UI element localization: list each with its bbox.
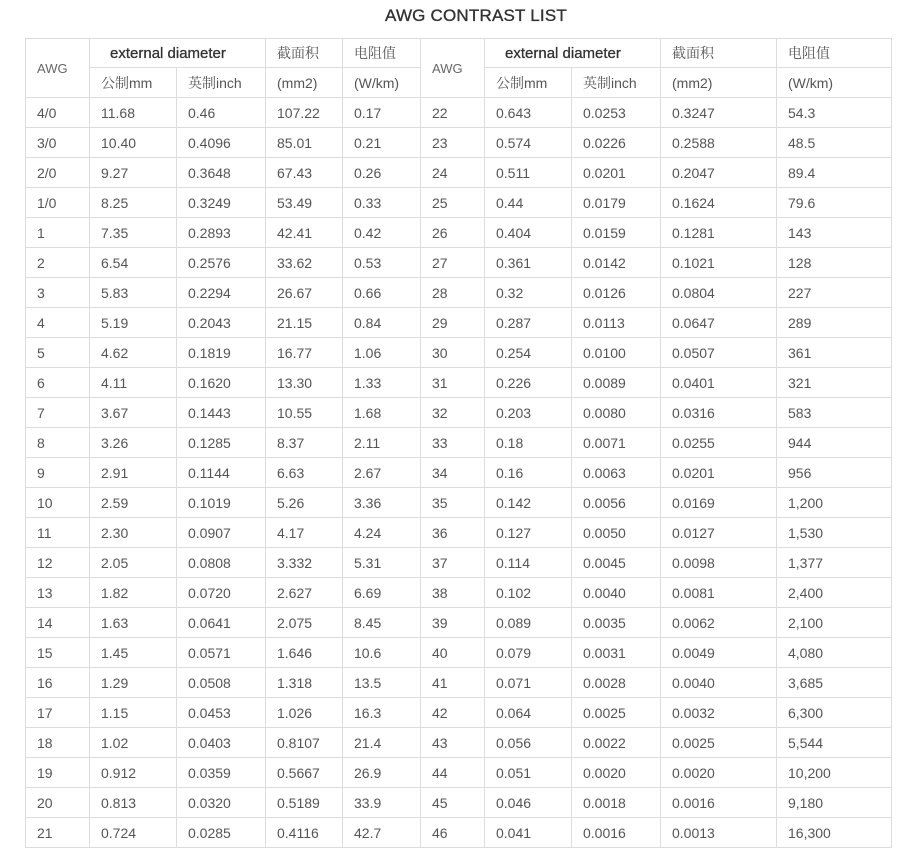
table-row — [26, 488, 892, 518]
right-diameter-inch-cell: 0.0080 — [572, 398, 661, 428]
right-diameter-mm-cell: 0.127 — [485, 518, 572, 548]
external-diameter-header-left: external diameter — [90, 39, 266, 68]
right-diameter-mm-cell: 0.064 — [485, 698, 572, 728]
left-area-mm2-cell: 5.26 — [266, 488, 343, 518]
right-diameter-inch-cell: 0.0016 — [572, 818, 661, 848]
right-awg-cell: 41 — [421, 668, 485, 698]
table-row — [26, 398, 892, 428]
right-area-mm2-cell: 0.1624 — [661, 188, 777, 218]
left-diameter-inch-cell: 0.0571 — [177, 638, 266, 668]
right-awg-cell: 33 — [421, 428, 485, 458]
right-diameter-mm-cell: 0.041 — [485, 818, 572, 848]
left-resistance-cell: 13.5 — [343, 668, 421, 698]
left-resistance-cell: 42.7 — [343, 818, 421, 848]
left-diameter-inch-cell: 0.0359 — [177, 758, 266, 788]
left-resistance-cell: 8.45 — [343, 608, 421, 638]
left-area-mm2-cell: 6.63 — [266, 458, 343, 488]
table-row — [26, 158, 892, 188]
right-resistance-cell: 16,300 — [777, 818, 892, 848]
left-resistance-cell: 21.4 — [343, 728, 421, 758]
left-awg-cell: 3/0 — [26, 128, 90, 158]
right-diameter-mm-cell: 0.046 — [485, 788, 572, 818]
left-resistance-cell: 0.66 — [343, 278, 421, 308]
left-area-mm2-cell: 4.17 — [266, 518, 343, 548]
right-resistance-cell: 54.3 — [777, 98, 892, 128]
right-area-mm2-cell: 0.0127 — [661, 518, 777, 548]
right-diameter-mm-cell: 0.18 — [485, 428, 572, 458]
left-awg-cell: 15 — [26, 638, 90, 668]
left-awg-cell: 4 — [26, 308, 90, 338]
right-area-mm2-cell: 0.0016 — [661, 788, 777, 818]
table-row — [26, 428, 892, 458]
right-area-mm2-cell: 0.0049 — [661, 638, 777, 668]
right-diameter-inch-cell: 0.0035 — [572, 608, 661, 638]
table-row — [26, 818, 892, 848]
left-resistance-cell: 5.31 — [343, 548, 421, 578]
right-awg-cell: 25 — [421, 188, 485, 218]
awg-header-left: AWG — [26, 39, 90, 98]
left-diameter-mm-cell: 6.54 — [90, 248, 177, 278]
left-resistance-cell: 4.24 — [343, 518, 421, 548]
right-diameter-inch-cell: 0.0050 — [572, 518, 661, 548]
left-diameter-inch-cell: 0.4096 — [177, 128, 266, 158]
left-resistance-cell: 1.06 — [343, 338, 421, 368]
right-awg-cell: 44 — [421, 758, 485, 788]
left-resistance-cell: 0.53 — [343, 248, 421, 278]
left-area-mm2-cell: 42.41 — [266, 218, 343, 248]
left-resistance-cell: 1.33 — [343, 368, 421, 398]
right-awg-cell: 45 — [421, 788, 485, 818]
left-area-mm2-cell: 85.01 — [266, 128, 343, 158]
table-row — [26, 548, 892, 578]
left-resistance-cell: 0.21 — [343, 128, 421, 158]
table-row — [26, 698, 892, 728]
table-row — [26, 338, 892, 368]
right-diameter-inch-cell: 0.0020 — [572, 758, 661, 788]
right-diameter-mm-cell: 0.226 — [485, 368, 572, 398]
right-diameter-mm-cell: 0.16 — [485, 458, 572, 488]
right-area-mm2-cell: 0.1281 — [661, 218, 777, 248]
left-area-mm2-cell: 0.5667 — [266, 758, 343, 788]
left-awg-cell: 19 — [26, 758, 90, 788]
right-diameter-mm-cell: 0.32 — [485, 278, 572, 308]
right-diameter-inch-cell: 0.0022 — [572, 728, 661, 758]
right-area-mm2-cell: 0.0804 — [661, 278, 777, 308]
table-row — [26, 368, 892, 398]
left-diameter-mm-cell: 3.67 — [90, 398, 177, 428]
right-diameter-mm-cell: 0.089 — [485, 608, 572, 638]
area-unit-header-left: (mm2) — [266, 68, 343, 98]
left-diameter-inch-cell: 0.2294 — [177, 278, 266, 308]
resistance-header-right: 电阻值 — [777, 39, 892, 68]
left-area-mm2-cell: 1.318 — [266, 668, 343, 698]
left-resistance-cell: 2.11 — [343, 428, 421, 458]
left-diameter-inch-cell: 0.0808 — [177, 548, 266, 578]
right-awg-cell: 37 — [421, 548, 485, 578]
right-diameter-inch-cell: 0.0025 — [572, 698, 661, 728]
left-awg-cell: 1 — [26, 218, 90, 248]
left-diameter-mm-cell: 1.29 — [90, 668, 177, 698]
left-resistance-cell: 10.6 — [343, 638, 421, 668]
right-resistance-cell: 128 — [777, 248, 892, 278]
left-diameter-mm-cell: 2.91 — [90, 458, 177, 488]
right-diameter-inch-cell: 0.0179 — [572, 188, 661, 218]
metric-mm-header-right: 公制mm — [485, 68, 572, 98]
left-awg-cell: 3 — [26, 278, 90, 308]
left-diameter-inch-cell: 0.0907 — [177, 518, 266, 548]
right-diameter-inch-cell: 0.0226 — [572, 128, 661, 158]
left-resistance-cell: 6.69 — [343, 578, 421, 608]
right-diameter-mm-cell: 0.203 — [485, 398, 572, 428]
left-diameter-inch-cell: 0.1144 — [177, 458, 266, 488]
right-awg-cell: 42 — [421, 698, 485, 728]
right-awg-cell: 43 — [421, 728, 485, 758]
header-row-1 — [26, 39, 892, 68]
right-awg-cell: 22 — [421, 98, 485, 128]
left-area-mm2-cell: 53.49 — [266, 188, 343, 218]
left-resistance-cell: 0.26 — [343, 158, 421, 188]
right-awg-cell: 46 — [421, 818, 485, 848]
right-awg-cell: 24 — [421, 158, 485, 188]
metric-mm-header-left: 公制mm — [90, 68, 177, 98]
left-awg-cell: 13 — [26, 578, 90, 608]
left-area-mm2-cell: 8.37 — [266, 428, 343, 458]
right-diameter-inch-cell: 0.0056 — [572, 488, 661, 518]
right-awg-cell: 23 — [421, 128, 485, 158]
right-diameter-mm-cell: 0.114 — [485, 548, 572, 578]
left-diameter-inch-cell: 0.0508 — [177, 668, 266, 698]
left-resistance-cell: 3.36 — [343, 488, 421, 518]
right-area-mm2-cell: 0.0081 — [661, 578, 777, 608]
table-row — [26, 668, 892, 698]
right-diameter-mm-cell: 0.142 — [485, 488, 572, 518]
left-awg-cell: 5 — [26, 338, 90, 368]
left-diameter-inch-cell: 0.1819 — [177, 338, 266, 368]
left-awg-cell: 17 — [26, 698, 90, 728]
right-diameter-mm-cell: 0.071 — [485, 668, 572, 698]
left-diameter-mm-cell: 0.912 — [90, 758, 177, 788]
awg-header-right: AWG — [421, 39, 485, 98]
right-resistance-cell: 6,300 — [777, 698, 892, 728]
table-row — [26, 248, 892, 278]
left-awg-cell: 2/0 — [26, 158, 90, 188]
right-diameter-inch-cell: 0.0253 — [572, 98, 661, 128]
left-diameter-inch-cell: 0.2893 — [177, 218, 266, 248]
right-diameter-mm-cell: 0.643 — [485, 98, 572, 128]
left-area-mm2-cell: 33.62 — [266, 248, 343, 278]
right-awg-cell: 39 — [421, 608, 485, 638]
left-diameter-mm-cell: 9.27 — [90, 158, 177, 188]
right-area-mm2-cell: 0.0020 — [661, 758, 777, 788]
right-area-mm2-cell: 0.0098 — [661, 548, 777, 578]
right-area-mm2-cell: 0.0169 — [661, 488, 777, 518]
right-awg-cell: 40 — [421, 638, 485, 668]
right-awg-cell: 26 — [421, 218, 485, 248]
right-diameter-mm-cell: 0.051 — [485, 758, 572, 788]
left-awg-cell: 1/0 — [26, 188, 90, 218]
right-diameter-mm-cell: 0.287 — [485, 308, 572, 338]
table-row — [26, 788, 892, 818]
table-row — [26, 308, 892, 338]
left-area-mm2-cell: 16.77 — [266, 338, 343, 368]
left-diameter-inch-cell: 0.0403 — [177, 728, 266, 758]
left-resistance-cell: 0.33 — [343, 188, 421, 218]
area-header-right: 截面积 — [661, 39, 777, 68]
left-resistance-cell: 0.17 — [343, 98, 421, 128]
right-resistance-cell: 1,530 — [777, 518, 892, 548]
resistance-unit-header-right: (W/km) — [777, 68, 892, 98]
right-area-mm2-cell: 0.0255 — [661, 428, 777, 458]
left-awg-cell: 18 — [26, 728, 90, 758]
external-diameter-header-right: external diameter — [485, 39, 661, 68]
left-diameter-mm-cell: 5.19 — [90, 308, 177, 338]
imperial-inch-header-left: 英制inch — [177, 68, 266, 98]
right-diameter-mm-cell: 0.44 — [485, 188, 572, 218]
right-diameter-inch-cell: 0.0201 — [572, 158, 661, 188]
left-area-mm2-cell: 0.4116 — [266, 818, 343, 848]
left-diameter-inch-cell: 0.2576 — [177, 248, 266, 278]
right-resistance-cell: 1,200 — [777, 488, 892, 518]
table-row — [26, 98, 892, 128]
right-resistance-cell: 3,685 — [777, 668, 892, 698]
right-resistance-cell: 227 — [777, 278, 892, 308]
area-unit-header-right: (mm2) — [661, 68, 777, 98]
awg-table-body — [26, 98, 892, 848]
left-diameter-mm-cell: 2.30 — [90, 518, 177, 548]
right-diameter-mm-cell: 0.056 — [485, 728, 572, 758]
right-resistance-cell: 1,377 — [777, 548, 892, 578]
table-row — [26, 578, 892, 608]
right-resistance-cell: 361 — [777, 338, 892, 368]
right-area-mm2-cell: 0.3247 — [661, 98, 777, 128]
left-diameter-inch-cell: 0.1620 — [177, 368, 266, 398]
table-row — [26, 218, 892, 248]
right-area-mm2-cell: 0.0062 — [661, 608, 777, 638]
left-diameter-inch-cell: 0.3648 — [177, 158, 266, 188]
left-diameter-mm-cell: 4.62 — [90, 338, 177, 368]
left-diameter-inch-cell: 0.0320 — [177, 788, 266, 818]
left-diameter-inch-cell: 0.3249 — [177, 188, 266, 218]
left-diameter-mm-cell: 5.83 — [90, 278, 177, 308]
left-diameter-mm-cell: 0.813 — [90, 788, 177, 818]
right-resistance-cell: 10,200 — [777, 758, 892, 788]
left-awg-cell: 21 — [26, 818, 90, 848]
awg-contrast-table — [25, 38, 892, 848]
right-area-mm2-cell: 0.0025 — [661, 728, 777, 758]
left-area-mm2-cell: 1.646 — [266, 638, 343, 668]
left-diameter-mm-cell: 7.35 — [90, 218, 177, 248]
right-awg-cell: 31 — [421, 368, 485, 398]
left-area-mm2-cell: 3.332 — [266, 548, 343, 578]
left-diameter-inch-cell: 0.0641 — [177, 608, 266, 638]
left-area-mm2-cell: 13.30 — [266, 368, 343, 398]
right-awg-cell: 34 — [421, 458, 485, 488]
right-diameter-inch-cell: 0.0100 — [572, 338, 661, 368]
left-area-mm2-cell: 0.8107 — [266, 728, 343, 758]
left-area-mm2-cell: 10.55 — [266, 398, 343, 428]
left-area-mm2-cell: 107.22 — [266, 98, 343, 128]
right-resistance-cell: 4,080 — [777, 638, 892, 668]
left-resistance-cell: 0.84 — [343, 308, 421, 338]
right-diameter-inch-cell: 0.0089 — [572, 368, 661, 398]
right-diameter-inch-cell: 0.0018 — [572, 788, 661, 818]
left-diameter-mm-cell: 11.68 — [90, 98, 177, 128]
left-resistance-cell: 16.3 — [343, 698, 421, 728]
left-area-mm2-cell: 0.5189 — [266, 788, 343, 818]
table-row — [26, 278, 892, 308]
left-awg-cell: 11 — [26, 518, 90, 548]
right-area-mm2-cell: 0.0647 — [661, 308, 777, 338]
right-awg-cell: 27 — [421, 248, 485, 278]
left-area-mm2-cell: 2.075 — [266, 608, 343, 638]
left-area-mm2-cell: 67.43 — [266, 158, 343, 188]
left-diameter-mm-cell: 0.724 — [90, 818, 177, 848]
right-resistance-cell: 9,180 — [777, 788, 892, 818]
left-diameter-mm-cell: 1.45 — [90, 638, 177, 668]
left-awg-cell: 7 — [26, 398, 90, 428]
right-area-mm2-cell: 0.0507 — [661, 338, 777, 368]
right-diameter-mm-cell: 0.361 — [485, 248, 572, 278]
right-resistance-cell: 2,100 — [777, 608, 892, 638]
right-area-mm2-cell: 0.0316 — [661, 398, 777, 428]
left-awg-cell: 12 — [26, 548, 90, 578]
left-area-mm2-cell: 1.026 — [266, 698, 343, 728]
right-awg-cell: 30 — [421, 338, 485, 368]
left-diameter-mm-cell: 8.25 — [90, 188, 177, 218]
right-diameter-mm-cell: 0.404 — [485, 218, 572, 248]
left-resistance-cell: 33.9 — [343, 788, 421, 818]
right-resistance-cell: 5,544 — [777, 728, 892, 758]
right-resistance-cell: 321 — [777, 368, 892, 398]
right-diameter-inch-cell: 0.0159 — [572, 218, 661, 248]
right-diameter-inch-cell: 0.0045 — [572, 548, 661, 578]
left-diameter-inch-cell: 0.1285 — [177, 428, 266, 458]
left-area-mm2-cell: 2.627 — [266, 578, 343, 608]
left-awg-cell: 2 — [26, 248, 90, 278]
right-resistance-cell: 2,400 — [777, 578, 892, 608]
right-diameter-mm-cell: 0.511 — [485, 158, 572, 188]
right-diameter-inch-cell: 0.0126 — [572, 278, 661, 308]
table-row — [26, 188, 892, 218]
right-area-mm2-cell: 0.0401 — [661, 368, 777, 398]
right-diameter-inch-cell: 0.0113 — [572, 308, 661, 338]
left-diameter-mm-cell: 1.15 — [90, 698, 177, 728]
right-area-mm2-cell: 0.2047 — [661, 158, 777, 188]
left-awg-cell: 9 — [26, 458, 90, 488]
right-area-mm2-cell: 0.0040 — [661, 668, 777, 698]
left-awg-cell: 8 — [26, 428, 90, 458]
right-awg-cell: 28 — [421, 278, 485, 308]
table-row — [26, 638, 892, 668]
left-diameter-inch-cell: 0.2043 — [177, 308, 266, 338]
left-diameter-mm-cell: 1.63 — [90, 608, 177, 638]
right-resistance-cell: 289 — [777, 308, 892, 338]
right-area-mm2-cell: 0.0032 — [661, 698, 777, 728]
area-header-left: 截面积 — [266, 39, 343, 68]
left-resistance-cell: 1.68 — [343, 398, 421, 428]
left-awg-cell: 4/0 — [26, 98, 90, 128]
left-diameter-inch-cell: 0.1443 — [177, 398, 266, 428]
left-awg-cell: 10 — [26, 488, 90, 518]
left-diameter-inch-cell: 0.1019 — [177, 488, 266, 518]
right-awg-cell: 36 — [421, 518, 485, 548]
right-awg-cell: 29 — [421, 308, 485, 338]
right-area-mm2-cell: 0.1021 — [661, 248, 777, 278]
right-area-mm2-cell: 0.0201 — [661, 458, 777, 488]
left-diameter-inch-cell: 0.0720 — [177, 578, 266, 608]
left-diameter-mm-cell: 4.11 — [90, 368, 177, 398]
right-diameter-mm-cell: 0.574 — [485, 128, 572, 158]
right-resistance-cell: 48.5 — [777, 128, 892, 158]
left-diameter-mm-cell: 2.05 — [90, 548, 177, 578]
right-diameter-inch-cell: 0.0028 — [572, 668, 661, 698]
right-awg-cell: 32 — [421, 398, 485, 428]
right-diameter-inch-cell: 0.0040 — [572, 578, 661, 608]
right-diameter-inch-cell: 0.0031 — [572, 638, 661, 668]
table-row — [26, 728, 892, 758]
left-diameter-inch-cell: 0.46 — [177, 98, 266, 128]
left-awg-cell: 6 — [26, 368, 90, 398]
resistance-header-left: 电阻值 — [343, 39, 421, 68]
table-row — [26, 518, 892, 548]
table-row — [26, 458, 892, 488]
right-diameter-inch-cell: 0.0142 — [572, 248, 661, 278]
right-awg-cell: 38 — [421, 578, 485, 608]
left-diameter-mm-cell: 2.59 — [90, 488, 177, 518]
right-resistance-cell: 143 — [777, 218, 892, 248]
right-awg-cell: 35 — [421, 488, 485, 518]
table-row — [26, 608, 892, 638]
left-diameter-inch-cell: 0.0285 — [177, 818, 266, 848]
left-awg-cell: 16 — [26, 668, 90, 698]
right-diameter-mm-cell: 0.254 — [485, 338, 572, 368]
left-resistance-cell: 26.9 — [343, 758, 421, 788]
right-diameter-inch-cell: 0.0071 — [572, 428, 661, 458]
left-diameter-inch-cell: 0.0453 — [177, 698, 266, 728]
right-area-mm2-cell: 0.2588 — [661, 128, 777, 158]
left-resistance-cell: 2.67 — [343, 458, 421, 488]
left-awg-cell: 14 — [26, 608, 90, 638]
left-area-mm2-cell: 26.67 — [266, 278, 343, 308]
right-diameter-inch-cell: 0.0063 — [572, 458, 661, 488]
left-diameter-mm-cell: 1.02 — [90, 728, 177, 758]
right-diameter-mm-cell: 0.079 — [485, 638, 572, 668]
table-row — [26, 758, 892, 788]
right-area-mm2-cell: 0.0013 — [661, 818, 777, 848]
right-resistance-cell: 89.4 — [777, 158, 892, 188]
left-area-mm2-cell: 21.15 — [266, 308, 343, 338]
right-resistance-cell: 79.6 — [777, 188, 892, 218]
right-resistance-cell: 956 — [777, 458, 892, 488]
right-resistance-cell: 944 — [777, 428, 892, 458]
left-diameter-mm-cell: 3.26 — [90, 428, 177, 458]
left-diameter-mm-cell: 10.40 — [90, 128, 177, 158]
resistance-unit-header-left: (W/km) — [343, 68, 421, 98]
right-resistance-cell: 583 — [777, 398, 892, 428]
left-awg-cell: 20 — [26, 788, 90, 818]
right-diameter-mm-cell: 0.102 — [485, 578, 572, 608]
imperial-inch-header-right: 英制inch — [572, 68, 661, 98]
left-diameter-mm-cell: 1.82 — [90, 578, 177, 608]
page-title: AWG CONTRAST LIST — [385, 6, 567, 25]
table-row — [26, 128, 892, 158]
left-resistance-cell: 0.42 — [343, 218, 421, 248]
